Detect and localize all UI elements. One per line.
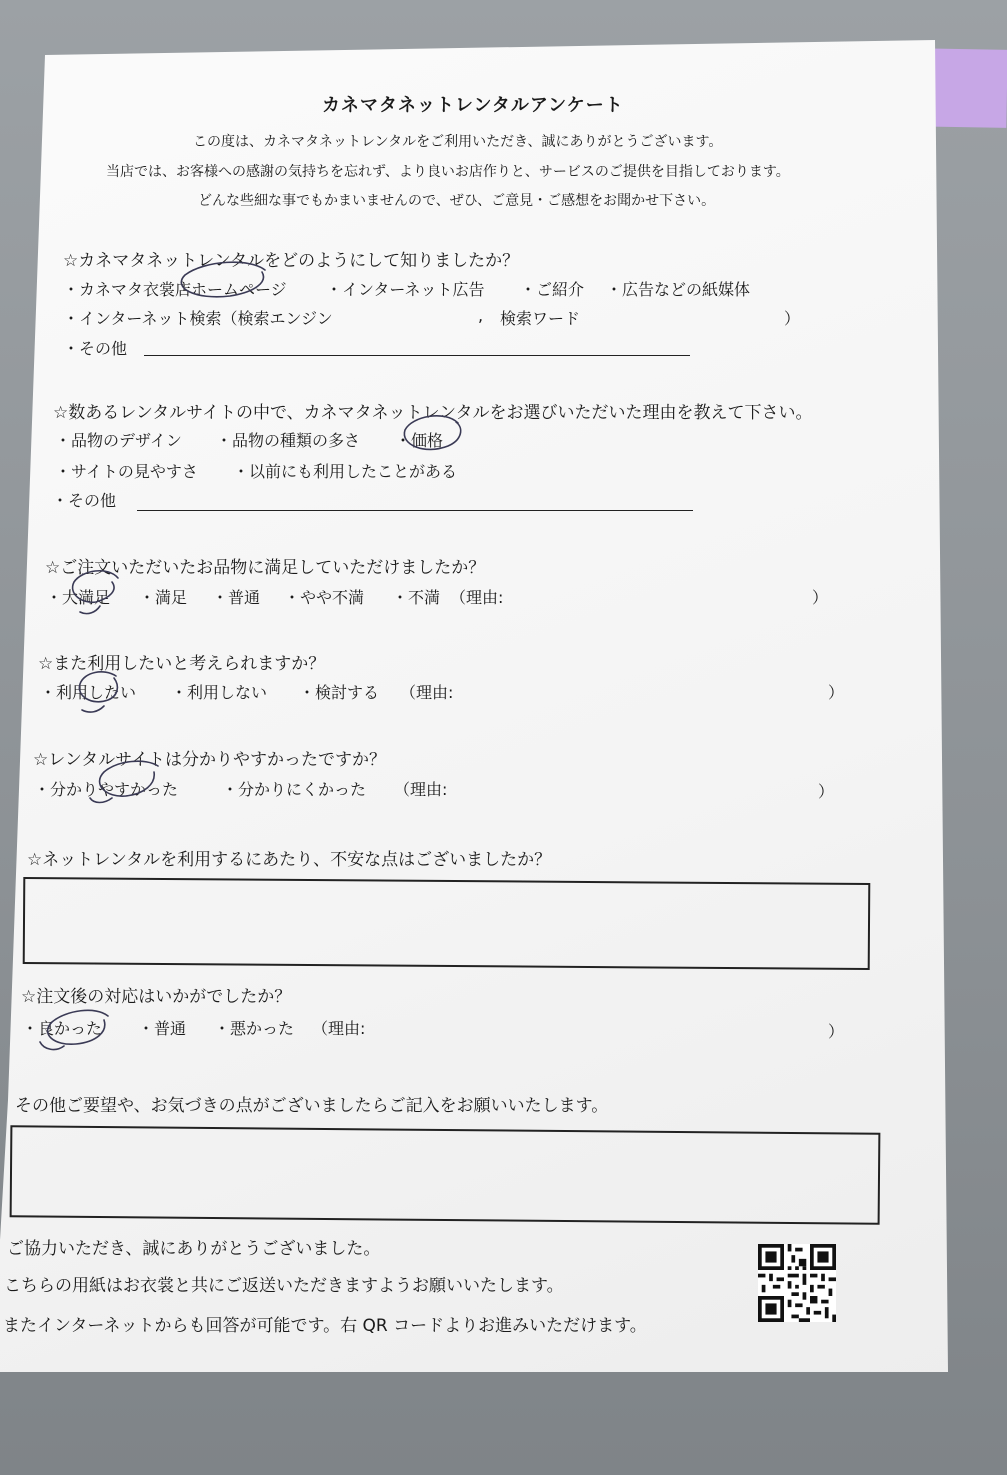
requests-prompt: その他ご要望や、お気づきの点がございましたらご記入をお願いいたします。 bbox=[15, 1096, 609, 1116]
q1-other-label: ・その他 bbox=[63, 339, 128, 358]
q5-option-easy[interactable]: ・分かりやすかった bbox=[34, 780, 179, 799]
q4-option-yes[interactable]: ・利用したい bbox=[40, 683, 137, 702]
q1-option-search[interactable]: ・インターネット検索（検索エンジン bbox=[63, 309, 333, 328]
q1-keyword-label: 検索ワード bbox=[500, 309, 581, 328]
footer-line-1: ご協力いただき、誠にありがとうございました。 bbox=[7, 1239, 381, 1259]
requests-answer-box[interactable] bbox=[10, 1125, 881, 1225]
intro-line-3: どんな些細な事でもかまいませんので、ぜひ、ご意見・ご感想をお聞かせ下さい。 bbox=[198, 193, 716, 209]
footer-line-2: こちらの用紙はお衣裳と共にご返送いただきますようお願いいたします。 bbox=[4, 1276, 564, 1296]
q2-other-line[interactable] bbox=[137, 510, 693, 511]
q5-reason-label: （理由: bbox=[394, 780, 448, 799]
qr-code-icon[interactable] bbox=[758, 1243, 836, 1323]
q4-option-considering[interactable]: ・検討する bbox=[299, 683, 380, 702]
q2-option-repeat[interactable]: ・以前にも利用したことがある bbox=[233, 462, 458, 481]
q1-close-paren: ） bbox=[784, 309, 801, 328]
q1-option-homepage[interactable]: ・カネマタ衣裳店ホームページ bbox=[63, 280, 287, 299]
q3-reason-label: （理由: bbox=[450, 588, 504, 607]
q4-reason-label: （理由: bbox=[400, 683, 454, 702]
survey-title: カネマタネットレンタルアンケート bbox=[322, 95, 624, 116]
q7-close-paren: ） bbox=[828, 1022, 845, 1041]
q2-other-label: ・その他 bbox=[52, 491, 117, 510]
q2-option-price[interactable]: ・価格 bbox=[395, 431, 444, 450]
q7-option-bad[interactable]: ・悪かった bbox=[214, 1019, 295, 1038]
footer-line-3: またインターネットからも回答が可能です。右 QR コードよりお進みいただけます。 bbox=[3, 1316, 647, 1336]
q7-reason-label: （理由: bbox=[312, 1019, 366, 1038]
q3-option-somewhat-dissatisfied[interactable]: ・やや不満 bbox=[284, 588, 365, 607]
intro-line-1: この度は、カネマタネットレンタルをご利用いただき、誠にありがとうございます。 bbox=[193, 134, 723, 150]
intro-line-2: 当店では、お客様への感謝の気持ちを忘れず、より良いお店作りと、サービスのご提供を目指しております。 bbox=[106, 164, 790, 180]
q3-question: ☆ご注文いただいたお品物に満足していただけましたか？ bbox=[45, 558, 486, 578]
q4-option-no[interactable]: ・利用しない bbox=[171, 683, 268, 702]
q5-close-paren: ） bbox=[818, 782, 835, 801]
q1-option-referral[interactable]: ・ご紹介 bbox=[520, 280, 585, 299]
q1-option-print-media[interactable]: ・広告などの紙媒体 bbox=[606, 280, 751, 299]
q3-close-paren: ） bbox=[812, 588, 829, 607]
q5-option-hard[interactable]: ・分かりにくかった bbox=[222, 780, 367, 799]
q5-question: ☆レンタルサイトは分かりやすかったですか？ bbox=[33, 750, 386, 770]
q6-question: ☆ネットレンタルを利用するにあたり、不安な点はございましたか？ bbox=[27, 850, 552, 870]
q1-option-internet-ad[interactable]: ・インターネット広告 bbox=[326, 280, 485, 299]
q1-other-line[interactable] bbox=[144, 355, 690, 356]
q7-option-good[interactable]: ・良かった bbox=[22, 1019, 103, 1038]
q3-option-neutral[interactable]: ・普通 bbox=[212, 588, 261, 607]
q4-close-paren: ） bbox=[828, 683, 845, 702]
q3-option-dissatisfied[interactable]: ・不満 bbox=[392, 588, 441, 607]
q6-answer-box[interactable] bbox=[23, 877, 871, 970]
q2-option-readability[interactable]: ・サイトの見やすさ bbox=[55, 462, 198, 481]
q3-option-very-satisfied[interactable]: ・大満足 bbox=[46, 588, 111, 607]
q1-question: ☆カネマタネットレンタルをどのようにして知りましたか？ bbox=[63, 251, 520, 271]
q2-option-variety[interactable]: ・品物の種類の多さ bbox=[216, 431, 361, 450]
q4-question: ☆また利用したいと考えられますか？ bbox=[38, 654, 326, 674]
q7-option-neutral[interactable]: ・普通 bbox=[138, 1019, 187, 1038]
q2-question: ☆数あるレンタルサイトの中で、カネマタネットレンタルをお選びいただいた理由を教えて下さい。 bbox=[53, 403, 813, 423]
q3-option-satisfied[interactable]: ・満足 bbox=[139, 588, 188, 607]
q1-comma: , bbox=[478, 306, 484, 325]
q7-question: ☆注文後の対応はいかがでしたか？ bbox=[21, 987, 292, 1007]
q2-option-design[interactable]: ・品物のデザイン bbox=[55, 431, 182, 450]
